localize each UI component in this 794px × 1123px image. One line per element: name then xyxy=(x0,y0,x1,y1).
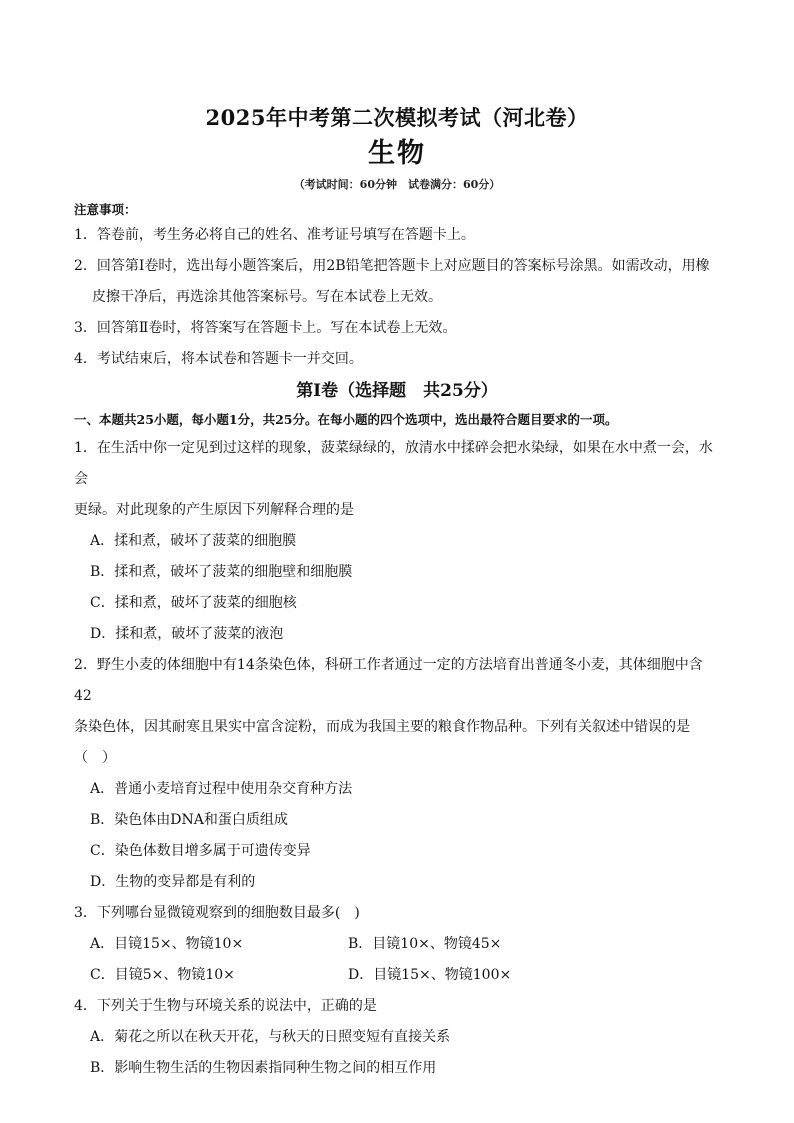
question-stem: 2．野生小麦的体细胞中有14条染色体，科研工作者通过一定的方法培育出普通冬小麦，其体细胞中含42 xyxy=(74,657,703,704)
exam-title: 2025年中考第二次模拟考试（河北卷） xyxy=(205,105,589,130)
note-item-3: 3．回答第Ⅱ卷时，将答案写在答题卡上。写在本试卷上无效。 xyxy=(74,320,457,336)
question-2 xyxy=(74,650,720,898)
question-stem: 1．在生活中你一定见到过这样的现象，菠菜绿绿的，放清水中揉碎会把水染绿，如果在水中煮一会，水会 xyxy=(74,440,713,487)
option-d: D．生物的变异都是有利的 xyxy=(90,874,256,890)
option-d: D．目镜15×、物镜100× xyxy=(348,967,512,983)
section-title: 第Ⅰ卷（选择题 共25分） xyxy=(296,381,498,401)
option-b: B．染色体由DNA和蛋白质组成 xyxy=(90,812,288,828)
option-b: B．影响生物生活的生物因素指同种生物之间的相互作用 xyxy=(90,1060,437,1076)
option-row xyxy=(74,960,720,991)
option-a: A．揉和煮，破坏了菠菜的细胞膜 xyxy=(90,533,297,549)
option-a: A．普通小麦培育过程中使用杂交育种方法 xyxy=(90,781,353,797)
note-item-2: 2．回答第Ⅰ卷时，选出每小题答案后，用2B铅笔把答题卡上对应题目的答案标号涂黑。如需改动，用橡 xyxy=(74,258,710,274)
option-b: B．揉和煮，破坏了菠菜的细胞壁和细胞膜 xyxy=(90,564,353,580)
note-item-4: 4．考试结束后，将本试卷和答题卡一并交回。 xyxy=(74,351,363,367)
question-stem: 3．下列哪台显微镜观察到的细胞数目最多( ) xyxy=(74,905,360,921)
notes-title: 注意事项： xyxy=(74,202,137,217)
option-a: A．菊花之所以在秋天开花，与秋天的日照变短有直接关系 xyxy=(90,1029,451,1045)
section-instruction: 一、本题共25小题，每小题1分，共25分。在每小题的四个选项中，选出最符合题目要求的一项。 xyxy=(74,412,618,427)
question-3 xyxy=(74,898,720,991)
option-d: D．揉和煮，破坏了菠菜的液泡 xyxy=(90,626,284,642)
question-stem: 条染色体，因其耐寒且果实中富含淀粉，而成为我国主要的粮食作物品种。下列有关叙述中错误的是（ ） xyxy=(74,719,690,766)
question-1 xyxy=(74,433,720,650)
note-item-1: 1．答卷前，考生务必将自己的姓名、准考证号填写在答题卡上。 xyxy=(74,227,475,243)
option-b: B．目镜10×、物镜45× xyxy=(348,936,502,952)
exam-time-info: （考试时间：60分钟 试卷满分：60分） xyxy=(293,178,501,191)
option-row xyxy=(74,929,720,960)
option-c: C．目镜5×、物镜10× xyxy=(90,967,235,983)
option-c: C．染色体数目增多属于可遗传变异 xyxy=(90,843,311,859)
note-item-2-continued: 皮擦干净后，再选涂其他答案标号。写在本试卷上无效。 xyxy=(92,289,442,305)
subject-title: 生物 xyxy=(368,138,426,169)
question-4 xyxy=(74,991,720,1084)
question-stem: 更绿。对此现象的产生原因下列解释合理的是 xyxy=(74,502,354,518)
option-a: A．目镜15×、物镜10× xyxy=(90,936,244,952)
option-c: C．揉和煮，破坏了菠菜的细胞核 xyxy=(90,595,297,611)
question-stem: 4．下列关于生物与环境关系的说法中，正确的是 xyxy=(74,998,377,1014)
